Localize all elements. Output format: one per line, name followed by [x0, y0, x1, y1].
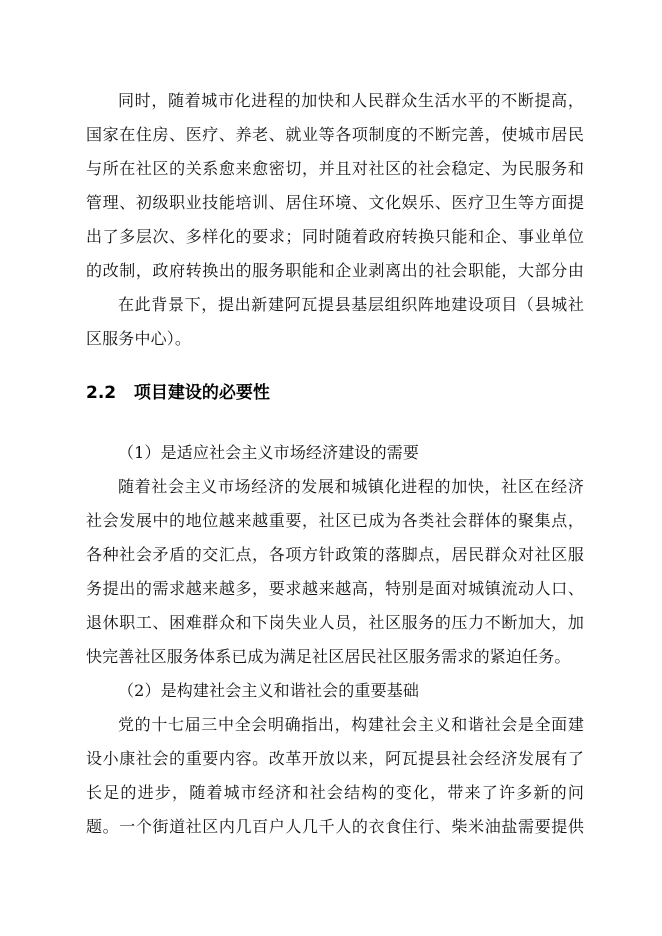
subsection-heading-1: （1）是适应社会主义市场经济建设的需要: [118, 443, 420, 462]
subsection-heading-2: （2）是构建社会主义和谐社会的重要基础: [118, 681, 420, 700]
paragraph-market-economy: 随着社会主义市场经济的发展和城镇化进程的加快，社区在经济社会发展中的地位越来越重要，社区已成为各类社会群体的聚集点，各种社会矛盾的交汇点，各项方针政策的落脚点，居民群众对社区服务提出的需求越来越多，要求越来越高，特别是面对城镇流动人口、退休职工、困难群众和下岗失业人员，社区服务的压力不断加大，加快完善社区服务体系已成为满足社区居民社区服务需求的紧迫任务。: [86, 477, 584, 666]
paragraph-background: 在此背景下，提出新建阿瓦提县基层组织阵地建设项目（县城社区服务中心）。: [86, 295, 584, 348]
paragraph-harmonious-society: 党的十七届三中全会明确指出，构建社会主义和谐社会是全面建设小康社会的重要内容。改革开放以来，阿瓦提县社会经济发展有了长足的进步，随着城市经济和社会结构的变化，带来了许多新的问题。一个街道社区内几百户人几千人的衣食住行、柴米油盐需要提供: [86, 715, 584, 836]
section-number: 2.2: [86, 383, 117, 403]
section-title: 项目建设的必要性: [133, 383, 270, 403]
paragraph-urbanization: 同时，随着城市化进程的加快和人民群众生活水平的不断提高，国家在住房、医疗、养老、就业等各项制度的不断完善，使城市居民与所在社区的关系愈来愈密切，并且对社区的社会稳定、为民服务和管理、初级职业技能培训、居住环境、文化娱乐、医疗卫生等方面提出了多层次、多样化的要求；同时随着政府转换只能和企、事业单位的改制，政府转换出的服务职能和企业剥离出的社会职能，大部分由: [86, 91, 584, 280]
section-heading: [86, 376, 270, 410]
